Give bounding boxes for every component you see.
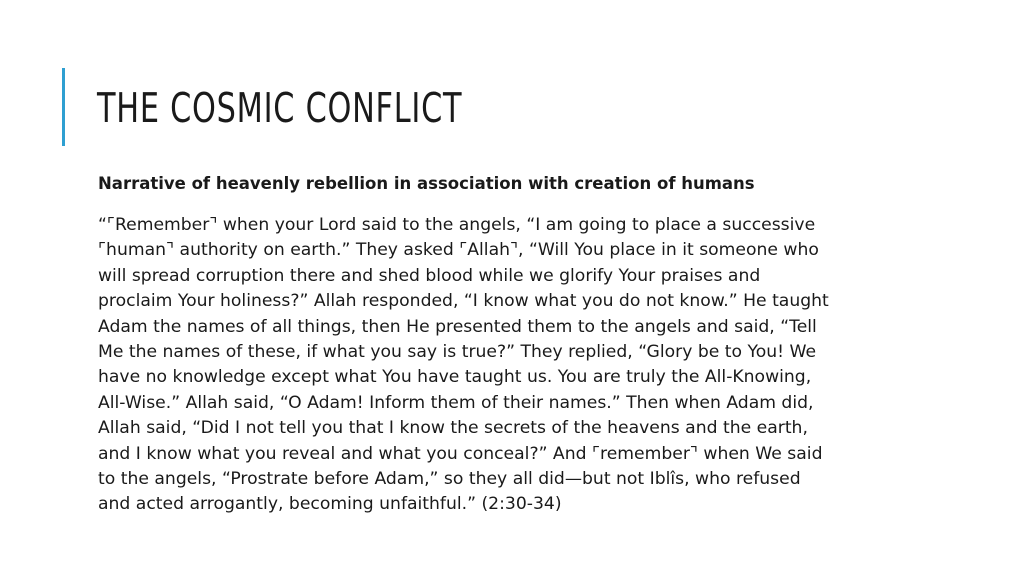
title-accent-bar [62,68,65,146]
quote-line: All-Wise.” Allah said, “O Adam! Inform them of their names.” Then when Adam did, [98,392,814,413]
quote-line: to the angels, “Prostrate before Adam,” so they all did—but not Iblîs, who refused [98,469,801,490]
quote-line: Allah said, “Did I not tell you that I know the secrets of the heavens and the earth, [98,418,808,439]
quote-line: have no knowledge except what You have taught us. You are truly the All-Knowing, [98,367,812,388]
slide-subheading: Narrative of heavenly rebellion in association with creation of humans [98,174,755,193]
quote-line: ⌜human⌝ authority on earth.” They asked ⌜Allah⌝, “Will You place in it someone who [98,240,819,261]
quote-body [98,213,898,518]
quote-line: Me the names of these, if what you say is true?” They replied, “Glory be to You! We [98,342,817,363]
quote-line: and acted arrogantly, becoming unfaithful.” (2:30-34) [98,494,562,515]
quote-line: Adam the names of all things, then He presented them to the angels and said, “Tell [98,316,817,337]
quote-line: will spread corruption there and shed blood while we glorify Your praises and [98,265,761,286]
slide-title: THE COSMIC CONFLICT [97,84,463,132]
quote-line: and I know what you reveal and what you conceal?” And ⌜remember⌝ when We said [98,443,823,464]
quote-line: “⌜Remember⌝ when your Lord said to the angels, “I am going to place a successive [98,215,816,235]
quote-line: proclaim Your holiness?” Allah responded, “I know what you do not know.” He taught [98,291,829,312]
